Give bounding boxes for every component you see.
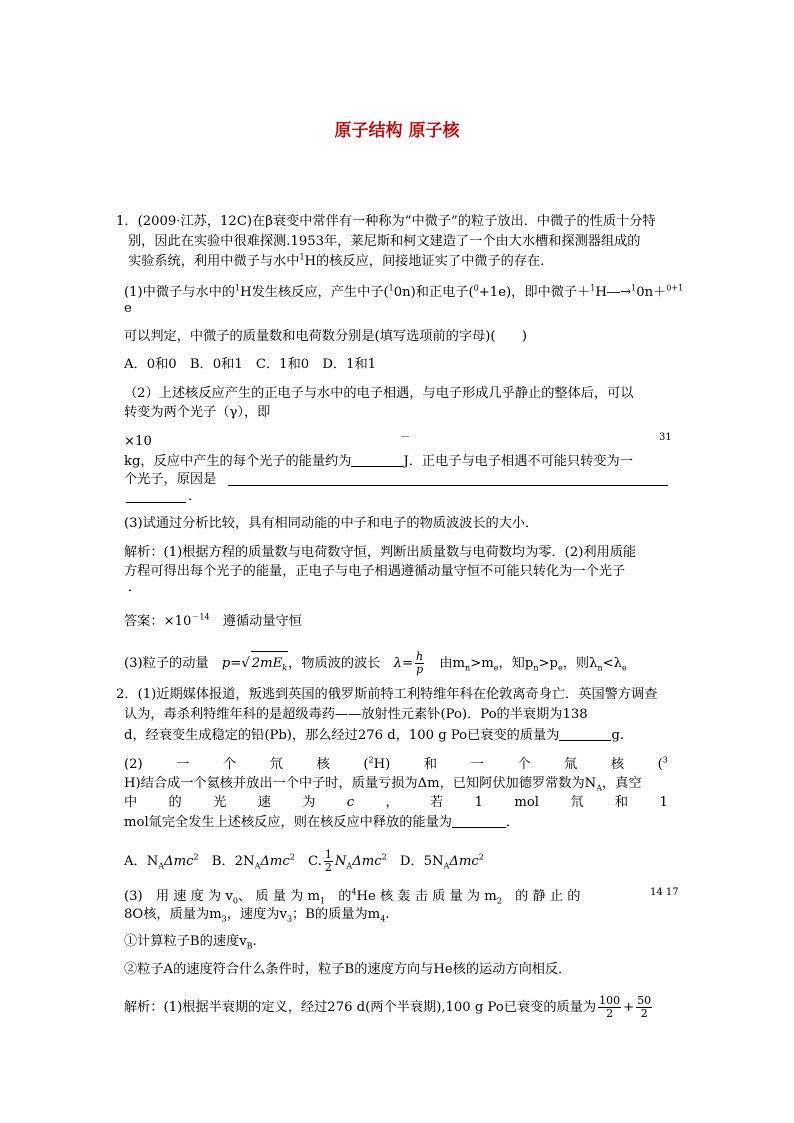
q1-part1-line: (1)中微子与水中的$^1$H发生核反应，产生中子($^1$0n)和正电子($^0$+1e)，即中微子＋$^1$H―→$^1$0n＋$^{0+1}$: [124, 283, 684, 300]
q1-answer: 答案：$\times 10^{-14}$ 遵循动量守恒: [124, 612, 302, 629]
q1-part2-line-1: （2）上述核反应产生的正电子与水中的电子相遇，与电子形成几乎静止的整体后，可以: [124, 386, 634, 401]
q2-part3-line-1: (3) 用 速 度 为 $v_0$、 质 量 为 $m_1$ 的$^4$He 核 轰 击 质 量 为 $m_2$ 的 静 止 的: [124, 887, 581, 906]
q1-part2-line-3: kg，反应中产生的每个光子的能量约为 J．正电子与电子相遇不可能只转变为一: [124, 454, 633, 469]
q2-part2-line-4: mol氚完全发生上述核反应，则在核反应中释放的能量为 ．: [124, 815, 520, 830]
q1-part2-end: ．: [188, 489, 202, 504]
q2-part3-line-2: 8O核，质量为$m_3$，速度为$v_3$；B的质量为$m_4$.: [124, 907, 390, 924]
q1-solution-2: 方程可得出每个光子的能量，正电子与电子相遇遵循动量守恒不可能只转化为一个光子: [124, 564, 626, 579]
q1-solution-1: 解析：(1)根据方程的质量数与电荷数守恒，判断出质量数与电荷数均为零．(2)利用质能: [124, 545, 637, 560]
q1-part2-exp: 31: [659, 432, 672, 443]
q1-line-2: 别，因此在实验中很难探测.1953年，莱尼斯和柯文建造了一个由大水槽和探测器组成的: [128, 234, 641, 249]
q1-part2-line-4: 个光子，原因是: [124, 472, 217, 487]
q2-line-3: d，经衰变生成稳定的铅(Pb)，那么经过276 d，100 g Po已衰变的质量为 g.: [124, 728, 625, 743]
answer-blank-line: [228, 485, 668, 486]
q2-solution-1: 解析：(1)根据半衰期的定义，经过276 d(两个半衰期),100 g Po已衰变的质量为 $\frac{100}{2}$ + $\frac{50}{2}$: [124, 994, 652, 1020]
q2-line-1: 2．(1)近期媒体报道，叛逃到英国的俄罗斯前特工利特维年科在伦敦离奇身亡．英国警方调查: [116, 687, 658, 702]
q2-options: A．$N_A\Delta mc^2$ B．$2N_A\Delta mc^2$ C. $\frac{1}{2}$ $N_A\Delta mc^2$ D．$5N_A\Delta mc^2$: [124, 848, 484, 874]
q2-part3-q1: ①计算粒子B的速度$v_B$.: [124, 934, 257, 951]
q1-solution-3: ．: [128, 580, 142, 595]
q1-part2-line-2: 转变为两个光子（γ），即: [124, 405, 271, 420]
q1-line-3: 实验系统，利用中微子与水中$^1$H的核反应，间接地证实了中微子的存在．: [128, 252, 554, 269]
page-title: 原子结构 原子核: [334, 121, 460, 141]
q2-part3-q2: ②粒子A的速度符合什么条件时，粒子B的速度方向与He核的运动方向相反．: [124, 962, 572, 977]
q1-line-1: 1．(2009·江苏，12C)在β衰变中常伴有一种称为“中微子”的粒子放出．中微子的性质十分特: [116, 214, 656, 229]
q2-part2-line-1: (2) 一 个 氘 核 ($^2$H) 和 一 个 氚 核 ($^3$: [124, 755, 668, 772]
q2-line-2: 认为，毒杀利特维年科的是超级毒药——放射性元素钋(Po)．Po的半衰期为138: [124, 707, 588, 722]
q1-part1-e: e: [124, 301, 132, 316]
q1-part2-minus: －: [400, 432, 410, 443]
q1-part3: (3)试通过分析比较，具有相同动能的中子和电子的物质波波长的大小．: [124, 516, 539, 531]
q2-part2-line-2: H)结合成一个氦核并放出一个中子时，质量亏损为Δm，已知阿伏加德罗常数为$N_A$，真空: [124, 776, 642, 793]
answer-blank-short: [126, 502, 186, 503]
q2-part3-superscripts: 14 17: [650, 887, 679, 898]
q1-part2-times: ×10: [124, 434, 152, 449]
q1-part1-question: 可以判定，中微子的质量数和电荷数分别是(填写选项前的字母)( ): [124, 329, 528, 344]
q1-part3-answer: (3)粒子的动量 p=√ $2mE_k$，物质波的波长 λ= $\frac{h}{p}$ 由$m_n>m_e$，知$p_n>p_e$，则$\lambda_n<\lambda_e$: [124, 650, 627, 676]
q1-options: A．0和0 B．0和1 C．1和0 D．1和1: [124, 357, 377, 372]
q2-part2-line-3: 中 的 光 速 为 c ， 若 1 mol 氘 和 1: [124, 795, 668, 810]
